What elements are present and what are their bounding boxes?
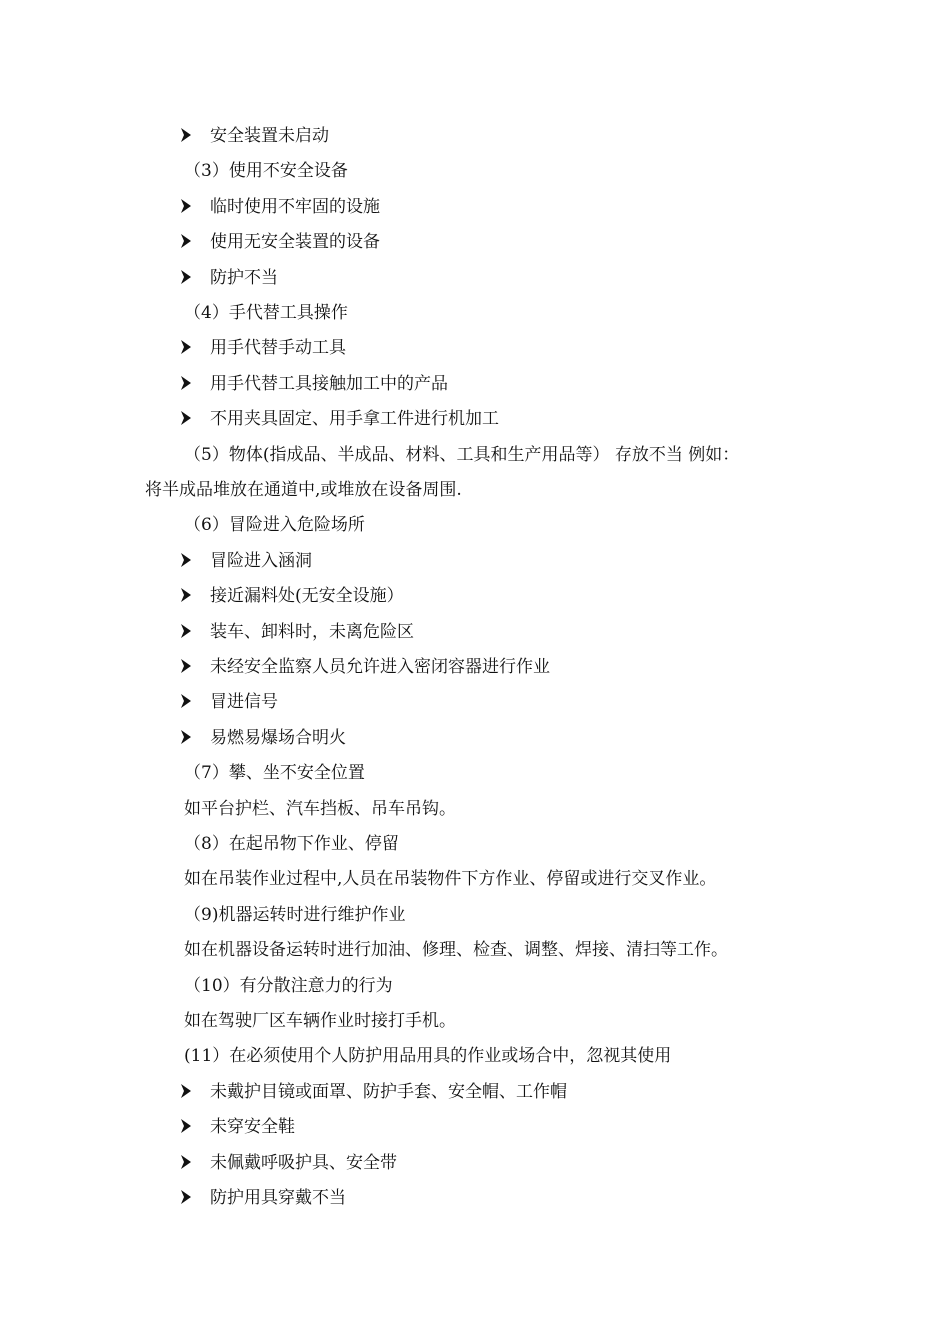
line-text: 防护用具穿戴不当 (210, 1188, 346, 1208)
paragraph-line (184, 939, 728, 961)
arrow-bullet-icon (181, 694, 191, 708)
line-text: 未穿安全鞋 (210, 1117, 295, 1137)
line-text: （6）冒险进入危险场所 (184, 515, 365, 535)
paragraph-line (145, 479, 462, 501)
arrow-bullet-icon (181, 234, 191, 248)
arrow-bullet-icon (181, 1190, 191, 1204)
line-text: 未戴护目镜或面罩、防护手套、安全帽、工作帽 (210, 1082, 567, 1102)
line-text: 用手代替手动工具 (210, 338, 346, 358)
line-text: 如平台护栏、汽车挡板、吊车吊钩。 (184, 799, 456, 819)
line-text: （4）手代替工具操作 (184, 303, 348, 323)
arrow-bullet-icon (181, 128, 191, 142)
arrow-bullet-icon (181, 659, 191, 673)
arrow-bullet-icon (181, 1155, 191, 1169)
arrow-bullet-icon (181, 553, 191, 567)
section-heading (184, 904, 405, 926)
bullet-item (181, 267, 278, 289)
paragraph-line (184, 798, 456, 820)
bullet-item (181, 1152, 397, 1174)
line-text: 防护不当 (210, 268, 278, 288)
line-text: 使用无安全装置的设备 (210, 232, 380, 252)
line-text: 不用夹具固定、用手拿工件进行机加工 (210, 409, 499, 429)
arrow-bullet-icon (181, 376, 191, 390)
line-text: 如在吊装作业过程中,人员在吊装物件下方作业、停留或进行交叉作业。 (184, 869, 717, 889)
line-text: (11）在必须使用个人防护用品用具的作业或场合中，忽视其使用 (184, 1046, 672, 1066)
bullet-item (181, 408, 499, 430)
bullet-item (181, 231, 380, 253)
paragraph-line (184, 868, 716, 890)
line-text: 未经安全监察人员允许进入密闭容器进行作业 (210, 657, 550, 677)
section-heading (184, 975, 393, 997)
arrow-bullet-icon (181, 199, 191, 213)
line-text: 如在机器设备运转时进行加油、修理、检查、调整、焊接、清扫等工作。 (184, 940, 728, 960)
line-text: （8）在起吊物下作业、停留 (184, 834, 399, 854)
section-heading (184, 1045, 671, 1067)
arrow-bullet-icon (181, 270, 191, 284)
arrow-bullet-icon (181, 588, 191, 602)
section-heading (184, 833, 399, 855)
bullet-item (181, 1116, 295, 1138)
bullet-item (181, 727, 346, 749)
paragraph-line (184, 444, 739, 466)
line-text: 接近漏料处(无安全设施） (210, 586, 404, 606)
arrow-bullet-icon (181, 411, 191, 425)
paragraph-line (184, 1010, 456, 1032)
line-text: （7）攀、坐不安全位置 (184, 763, 365, 783)
bullet-item (181, 1081, 567, 1103)
line-text: 未佩戴呼吸护具、安全带 (210, 1153, 397, 1173)
line-text: （10）有分散注意力的行为 (184, 976, 393, 996)
bullet-item (181, 1187, 346, 1209)
bullet-item (181, 550, 312, 572)
arrow-bullet-icon (181, 624, 191, 638)
line-text: 用手代替工具接触加工中的产品 (210, 374, 448, 394)
line-text: （5）物体(指成品、半成品、材料、工具和生产用品等） 存放不当 例如： (184, 445, 740, 465)
bullet-item (181, 585, 404, 607)
line-text: 装车、卸料时，未离危险区 (210, 622, 414, 642)
line-text: （3）使用不安全设备 (184, 161, 348, 181)
line-text: 如在驾驶厂区车辆作业时接打手机。 (184, 1011, 456, 1031)
line-text: 冒险进入涵洞 (210, 551, 312, 571)
line-text: 安全装置未启动 (210, 126, 329, 146)
arrow-bullet-icon (181, 1084, 191, 1098)
bullet-item (181, 621, 414, 643)
line-text: 冒进信号 (210, 692, 278, 712)
line-text: 易燃易爆场合明火 (210, 728, 346, 748)
bullet-item (181, 337, 346, 359)
line-text: 临时使用不牢固的设施 (210, 197, 380, 217)
section-heading (184, 762, 365, 784)
bullet-item (181, 656, 550, 678)
arrow-bullet-icon (181, 340, 191, 354)
bullet-item (181, 373, 448, 395)
arrow-bullet-icon (181, 1119, 191, 1133)
section-heading (184, 302, 348, 324)
line-text: （9)机器运转时进行维护作业 (184, 905, 406, 925)
line-text: 将半成品堆放在通道中,或堆放在设备周围. (145, 480, 462, 500)
arrow-bullet-icon (181, 730, 191, 744)
bullet-item (181, 125, 329, 147)
section-heading (184, 160, 348, 182)
bullet-item (181, 196, 380, 218)
bullet-item (181, 691, 278, 713)
section-heading (184, 514, 365, 536)
